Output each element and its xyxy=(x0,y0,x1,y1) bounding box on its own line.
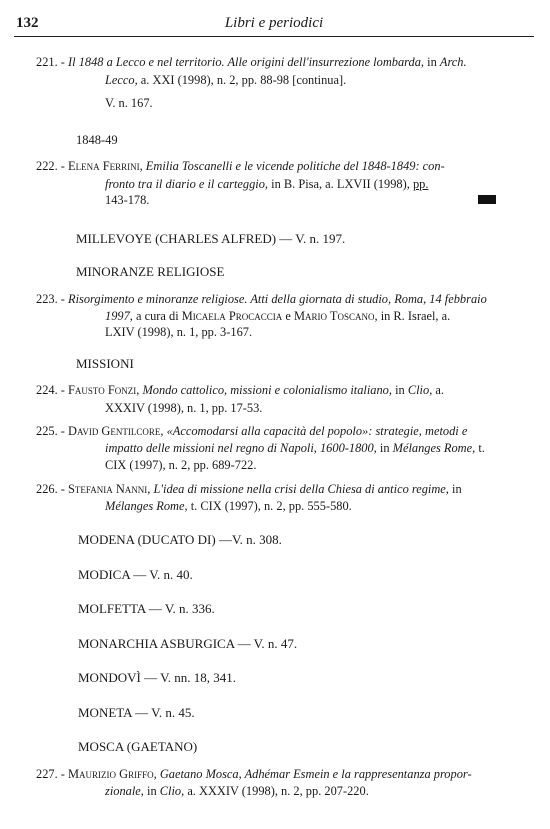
entry-in: in xyxy=(452,482,462,496)
entry-226-line-1 xyxy=(36,482,462,497)
entry-citation: t. CIX (1997), n. 2, pp. 555-580. xyxy=(190,499,352,513)
entry-in: in xyxy=(147,784,157,798)
entry-year-label: a. xyxy=(441,309,451,323)
entry-citation: in B. Pisa, a. LXVII (1998), xyxy=(271,177,410,191)
entry-author: Stefania Nanni, xyxy=(68,482,151,496)
section-mondovi: MONDOVÌ — V. nn. 18, 341. xyxy=(78,670,237,685)
entry-title-cont: zionale, xyxy=(105,784,144,798)
entry-author: Fausto Fonzi, xyxy=(68,383,140,397)
entry-in: in xyxy=(379,441,390,455)
entry-pages-label: pp. xyxy=(412,177,429,191)
running-title: Libri e periodici xyxy=(224,15,324,31)
entry-title-cont: fronto tra il diario e il carteggio, xyxy=(105,177,269,191)
section-1848-49: 1848-49 xyxy=(76,133,118,147)
entry-224-line-1 xyxy=(36,383,444,398)
entry-author: David Gentilcore, xyxy=(68,424,164,438)
entry-title: Il 1848 a Lecco e nel territorio. Alle origini dell'insurrezione lombarda, xyxy=(68,55,425,69)
entry-editor: Micaela Procaccia xyxy=(181,309,283,323)
page-header xyxy=(14,14,534,37)
entry-in: in xyxy=(427,55,437,69)
entry-citation: a. XXI (1998), n. 2, pp. 88-98 [continua]. xyxy=(140,73,347,87)
entry-journal: Mélanges Rome, xyxy=(392,441,476,455)
entry-225-line-3: CIX (1997), n. 2, pp. 689-722. xyxy=(105,458,257,472)
entry-number: 227. - xyxy=(36,767,65,781)
entry-221-see: V. n. 167. xyxy=(105,96,153,110)
entry-journal: in R. Israel, xyxy=(380,309,439,323)
section-monarchia-asburgica: MONARCHIA ASBURGICA — V. n. 47. xyxy=(78,636,298,651)
entry-title: Mondo cattolico, missioni e colonialismo italiano, xyxy=(142,383,392,397)
entry-editor: Mario Toscano, xyxy=(294,309,378,323)
section-molfetta: MOLFETTA — V. n. 336. xyxy=(78,601,215,616)
entry-number: 226. - xyxy=(36,482,65,496)
entry-title: Emilia Toscanelli e le vicende politiche del 1848-1849: con- xyxy=(145,159,445,173)
entry-journal: Arch. xyxy=(439,55,467,69)
entry-number: 223. - xyxy=(36,292,65,306)
entry-number: 222. - xyxy=(36,159,65,173)
section-moneta: MONETA — V. n. 45. xyxy=(78,705,195,720)
page-number: 132 xyxy=(16,15,39,31)
entry-225-line-1 xyxy=(36,424,467,439)
section-mosca: MOSCA (GAETANO) xyxy=(78,739,198,754)
entry-title-cont: impatto delle missioni nel regno di Napoli, 1600-1800, xyxy=(105,441,377,455)
entry-journal: Mélanges Rome, xyxy=(105,499,188,513)
entry-224-line-2: XXXIV (1998), n. 1, pp. 17-53. xyxy=(105,401,263,415)
section-modena: MODENA (DUCATO DI) —V. n. 308. xyxy=(78,532,282,547)
entry-title: Gaetano Mosca, Adhémar Esmein e la rappresentanza propor- xyxy=(159,767,472,781)
entry-221-line-2 xyxy=(105,73,346,88)
entry-journal: Clio, xyxy=(159,784,185,798)
entry-223-line-3: LXIV (1998), n. 1, pp. 3-167. xyxy=(105,325,253,339)
section-millevoye: MILLEVOYE (CHARLES ALFRED) — V. n. 197. xyxy=(76,231,346,246)
entry-225-line-2 xyxy=(105,441,485,456)
entry-223-line-2 xyxy=(105,309,450,324)
entry-journal-cont: Lecco, xyxy=(105,73,138,87)
entry-number: 225. - xyxy=(36,424,65,438)
entry-number: 224. - xyxy=(36,383,65,397)
entry-journal: Clio, xyxy=(407,383,433,397)
ink-blot xyxy=(478,195,496,204)
entry-author: Maurizio Griffo, xyxy=(68,767,157,781)
entry-in: in xyxy=(395,383,405,397)
entry-title: Risorgimento e minoranze religiose. Atti della giornata di studio, Roma, 14 febbraio xyxy=(68,292,487,306)
section-minoranze-religiose: MINORANZE RELIGIOSE xyxy=(76,264,225,279)
section-missioni: MISSIONI xyxy=(76,356,134,371)
entry-title: «Accomodarsi alla capacità del popolo»: strategie, metodi e xyxy=(166,424,468,438)
entry-title-cont: 1997, xyxy=(105,309,133,323)
entry-222-line-3: 143-178. xyxy=(105,193,150,207)
entry-citation: a. XXXIV (1998), n. 2, pp. 207-220. xyxy=(187,784,369,798)
entry-author: Elena Ferrini, xyxy=(68,159,143,173)
entry-222-line-1 xyxy=(36,159,445,174)
entry-223-line-1 xyxy=(36,292,487,307)
entry-227-line-2 xyxy=(105,784,369,799)
entry-editor-label: a cura di xyxy=(136,309,179,323)
entry-title: L'idea di missione nella crisi della Chiesa di antico regime, xyxy=(153,482,449,496)
entry-number: 221. - xyxy=(36,55,65,69)
entry-222-line-2 xyxy=(105,177,428,192)
entry-conjunction: e xyxy=(285,309,291,323)
entry-221-line-1 xyxy=(36,55,467,70)
entry-volume-label: t. xyxy=(478,441,485,455)
entry-226-line-2 xyxy=(105,499,352,514)
section-modica: MODICA — V. n. 40. xyxy=(78,567,193,582)
entry-227-line-1 xyxy=(36,767,472,782)
entry-year-label: a. xyxy=(435,383,445,397)
